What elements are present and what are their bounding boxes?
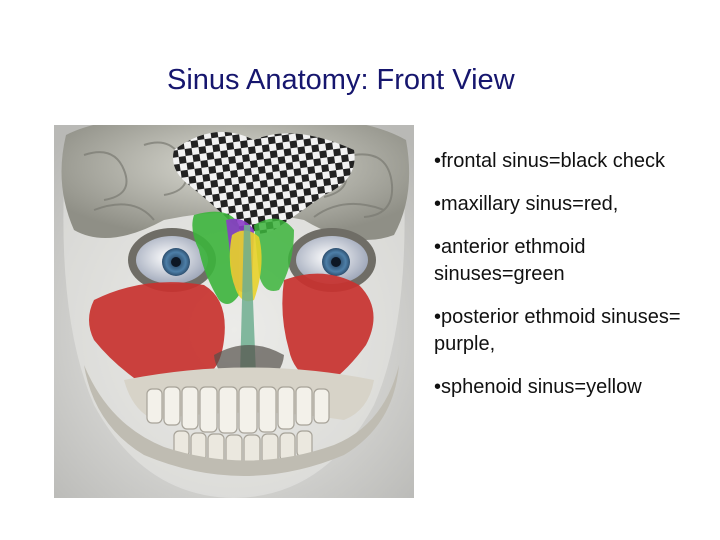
- legend-item-anterior-ethmoid: •anterior ethmoid sinuses=green: [434, 236, 586, 285]
- slide-title: Sinus Anatomy: Front View: [167, 64, 515, 96]
- sinus-legend-list: [434, 148, 720, 417]
- legend-item-sphenoid: •sphenoid sinus=yellow: [434, 376, 642, 398]
- legend-item-posterior-ethmoid: •posterior ethmoid sinuses= purple,: [434, 306, 681, 355]
- sinus-anatomy-illustration: [54, 125, 414, 498]
- legend-item-maxillary: •maxillary sinus=red,: [434, 193, 619, 215]
- legend-item-frontal: •frontal sinus=black check: [434, 150, 666, 172]
